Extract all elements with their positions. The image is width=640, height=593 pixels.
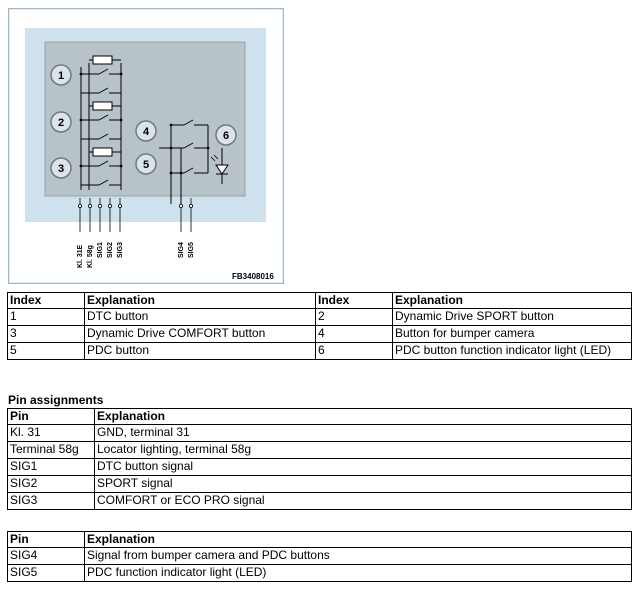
table-row <box>8 476 632 493</box>
header-explanation: Explanation <box>393 293 632 309</box>
header-index: Index <box>316 293 393 309</box>
explanation-cell: SPORT signal <box>95 476 632 493</box>
index-cell: 5 <box>8 343 85 360</box>
explanation-cell: PDC button function indicator light (LED) <box>393 343 632 360</box>
table-row <box>8 565 632 582</box>
callout-2 <box>51 112 71 132</box>
pin-cell: SIG4 <box>8 548 85 565</box>
table-row <box>8 425 632 442</box>
explanation-cell: Signal from bumper camera and PDC buttons <box>85 548 632 565</box>
table-row <box>8 459 632 476</box>
table-header-row <box>8 409 632 425</box>
index-cell: 4 <box>316 326 393 343</box>
pin-table-2 <box>7 531 632 582</box>
pin-assignments-heading: Pin assignments <box>8 393 104 407</box>
pin-cell: SIG3 <box>8 493 95 510</box>
callout-label: 5 <box>142 159 150 171</box>
pin-cell: SIG1 <box>8 459 95 476</box>
explanation-cell: DTC button <box>85 309 316 326</box>
pin-label-sig4: SIG4 <box>178 242 185 258</box>
index-cell: 2 <box>316 309 393 326</box>
explanation-cell: COMFORT or ECO PRO signal <box>95 493 632 510</box>
table-row <box>8 548 632 565</box>
table-row <box>8 343 632 360</box>
table-row <box>8 442 632 459</box>
explanation-cell: PDC function indicator light (LED) <box>85 565 632 582</box>
table-header-row <box>8 293 632 309</box>
explanation-cell: PDC button <box>85 343 316 360</box>
figure-code: FB3408016 <box>232 272 274 281</box>
explanation-cell: Locator lighting, terminal 58g <box>95 442 632 459</box>
header-index: Index <box>8 293 85 309</box>
callout-label: 2 <box>57 117 65 129</box>
table-row <box>8 493 632 510</box>
header-explanation: Explanation <box>95 409 632 425</box>
callout-6 <box>216 125 236 145</box>
pin-label-sig1: SIG1 <box>97 242 104 258</box>
wiring-diagram <box>8 8 284 284</box>
pin-cell: SIG2 <box>8 476 95 493</box>
index-table <box>7 292 632 360</box>
table-header-row <box>8 532 632 548</box>
explanation-cell: GND, terminal 31 <box>95 425 632 442</box>
explanation-cell: Dynamic Drive COMFORT button <box>85 326 316 343</box>
header-pin: Pin <box>8 409 95 425</box>
callout-1 <box>51 65 71 85</box>
pin-cell: SIG5 <box>8 565 85 582</box>
pin-cell: Kl. 31 <box>8 425 95 442</box>
callout-label: 1 <box>57 70 65 82</box>
pin-label-sig2: SIG2 <box>107 242 114 258</box>
index-cell: 6 <box>316 343 393 360</box>
explanation-cell: Button for bumper camera <box>393 326 632 343</box>
table-row <box>8 326 632 343</box>
explanation-cell: Dynamic Drive SPORT button <box>393 309 632 326</box>
header-explanation: Explanation <box>85 293 316 309</box>
callout-3 <box>51 158 71 178</box>
callout-4 <box>136 121 156 141</box>
pin-label-sig3: SIG3 <box>117 242 124 258</box>
pin-label-kl58g: Kl. 58g <box>87 245 94 268</box>
explanation-cell: DTC button signal <box>95 459 632 476</box>
pin-label-kl31e: Kl. 31E <box>77 244 84 268</box>
index-cell: 3 <box>8 326 85 343</box>
callout-5 <box>136 154 156 174</box>
header-pin: Pin <box>8 532 85 548</box>
index-cell: 1 <box>8 309 85 326</box>
callout-label: 6 <box>222 130 230 142</box>
pin-label-sig5: SIG5 <box>188 242 195 258</box>
pin-cell: Terminal 58g <box>8 442 95 459</box>
table-row <box>8 309 632 326</box>
header-explanation: Explanation <box>85 532 632 548</box>
callout-label: 3 <box>57 163 65 175</box>
pin-table-1 <box>7 408 632 510</box>
callout-label: 4 <box>142 126 150 138</box>
